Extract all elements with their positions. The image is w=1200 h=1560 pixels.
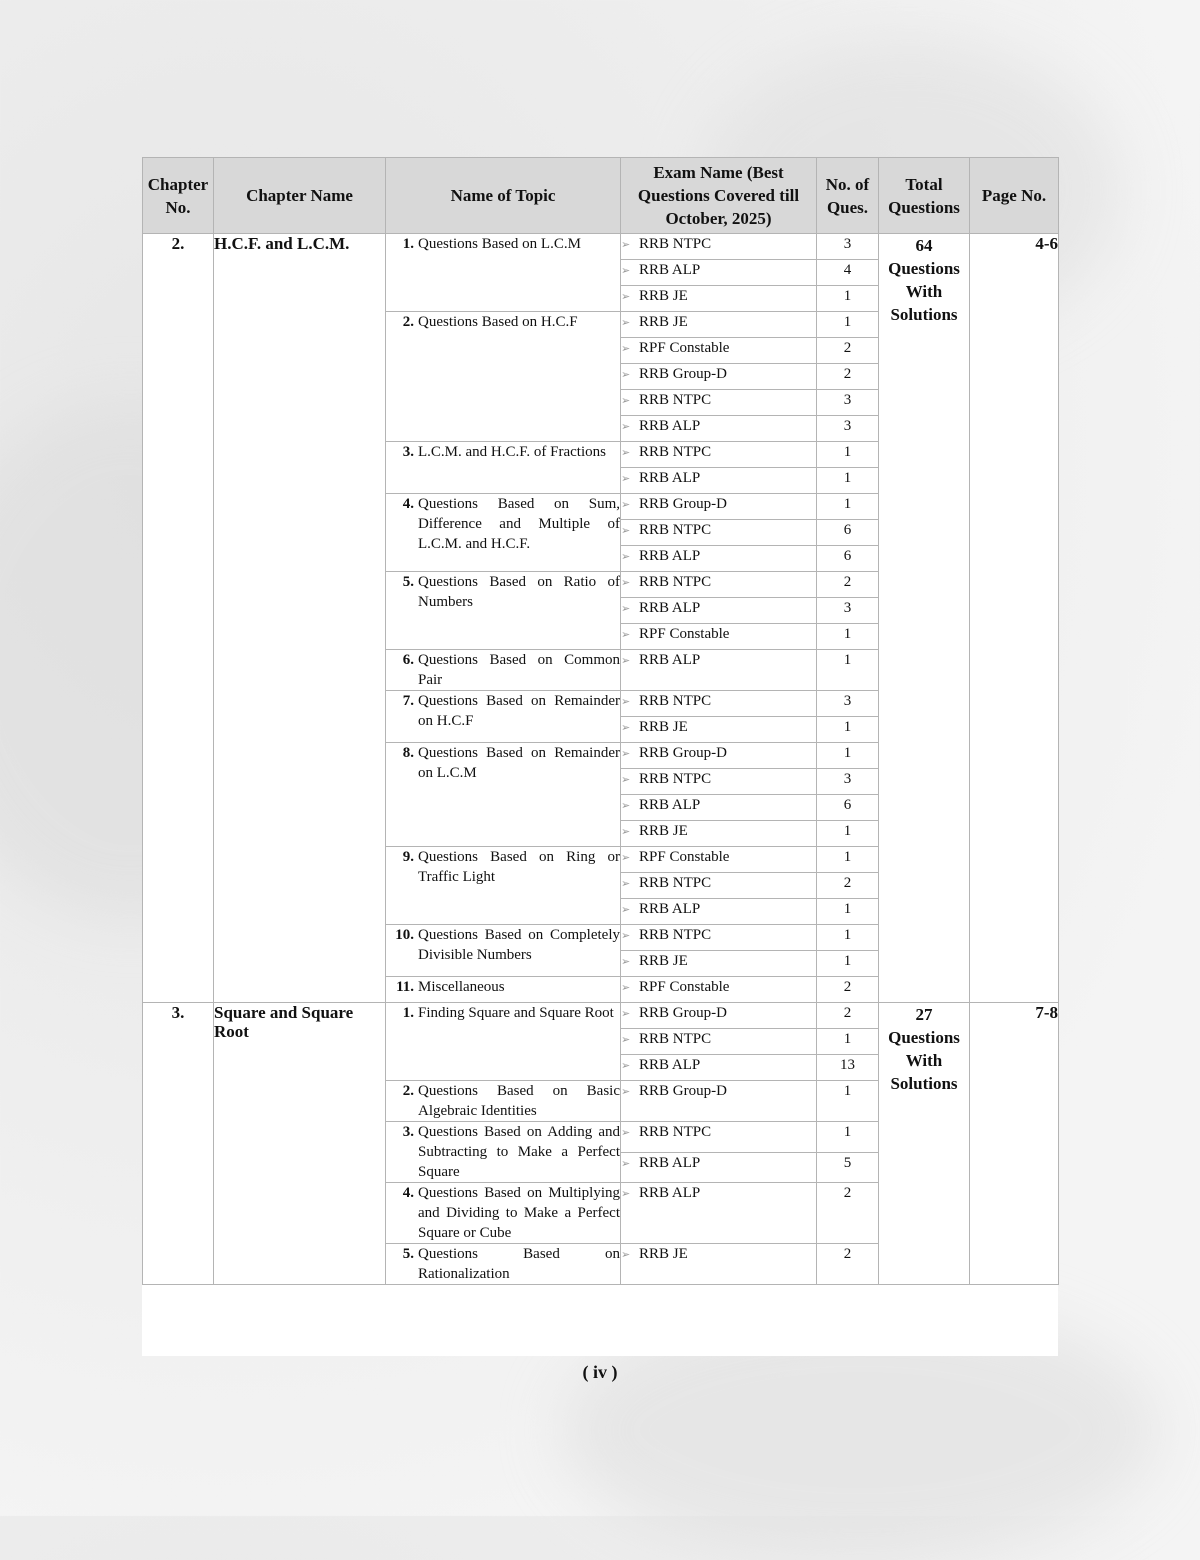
contents-table xyxy=(142,157,1059,1285)
exam-cell xyxy=(621,977,817,1003)
arrow-right-icon: ➢ xyxy=(621,342,631,355)
exam-name: RRB JE xyxy=(639,288,688,304)
question-count: 3 xyxy=(817,234,879,260)
page-range: 7-8 xyxy=(970,1003,1059,1285)
exam-name: RRB ALP xyxy=(639,1185,701,1201)
exam-name: RRB NTPC xyxy=(639,392,712,408)
exam-name: RRB NTPC xyxy=(639,1124,712,1140)
exam-cell xyxy=(621,520,817,546)
exam-name: RRB ALP xyxy=(639,652,701,668)
topic-title: Questions Based on Common Pair xyxy=(418,652,620,688)
chapter-name: Square and Square Root xyxy=(214,1003,386,1285)
topic-item xyxy=(386,847,620,887)
topic-cell xyxy=(386,650,621,691)
question-count: 1 xyxy=(817,286,879,312)
exam-cell xyxy=(621,390,817,416)
question-count: 1 xyxy=(817,951,879,977)
exam-name: RRB NTPC xyxy=(639,771,712,787)
exam-name: RPF Constable xyxy=(639,979,730,995)
exam-name: RRB ALP xyxy=(639,600,701,616)
exam-cell xyxy=(621,691,817,717)
arrow-right-icon: ➢ xyxy=(621,877,631,890)
question-count: 1 xyxy=(817,821,879,847)
question-count: 1 xyxy=(817,468,879,494)
topic-cell xyxy=(386,1003,621,1081)
exam-name: RRB ALP xyxy=(639,418,701,434)
page-range: 4-6 xyxy=(970,234,1059,1003)
exam-name: RRB ALP xyxy=(639,262,701,278)
topic-title: Questions Based on Sum, Difference and Multiple of L.C.M. and H.C.F. xyxy=(418,496,620,552)
topic-cell xyxy=(386,743,621,847)
table-header-row xyxy=(143,158,1059,234)
exam-cell xyxy=(621,1244,817,1285)
exam-cell xyxy=(621,1122,817,1153)
arrow-right-icon: ➢ xyxy=(621,1187,631,1200)
topic-title: Questions Based on Ratio of Numbers xyxy=(418,574,620,610)
exam-cell xyxy=(621,1003,817,1029)
exam-cell xyxy=(621,234,817,260)
header-total: Total Questions xyxy=(879,158,970,234)
header-chapter-no: Chapter No. xyxy=(143,158,214,234)
topic-item xyxy=(386,925,620,965)
topic-title: Questions Based on Multiplying and Dividing to Make a Perfect Square or Cube xyxy=(418,1185,620,1241)
question-count: 2 xyxy=(817,873,879,899)
exam-cell xyxy=(621,364,817,390)
total-questions: 27 Questions With Solutions xyxy=(879,1003,970,1285)
topic-cell xyxy=(386,1244,621,1285)
exam-cell xyxy=(621,286,817,312)
exam-name: RRB JE xyxy=(639,719,688,735)
header-count: No. of Ques. xyxy=(817,158,879,234)
exam-name: RRB NTPC xyxy=(639,444,712,460)
topic-item xyxy=(386,650,620,690)
exam-name: RRB Group-D xyxy=(639,745,727,761)
exam-name: RRB JE xyxy=(639,953,688,969)
chapter-name: H.C.F. and L.C.M. xyxy=(214,234,386,1003)
arrow-right-icon: ➢ xyxy=(621,1007,631,1020)
exam-name: RRB NTPC xyxy=(639,875,712,891)
arrow-right-icon: ➢ xyxy=(621,825,631,838)
total-questions: 64 Questions With Solutions xyxy=(879,234,970,1003)
chapter-number: 2. xyxy=(143,234,214,1003)
arrow-right-icon: ➢ xyxy=(621,654,631,667)
question-count: 6 xyxy=(817,795,879,821)
question-count: 1 xyxy=(817,624,879,650)
topic-item xyxy=(386,494,620,554)
topic-number: 5. xyxy=(402,574,414,590)
topic-cell xyxy=(386,925,621,977)
exam-cell xyxy=(621,1029,817,1055)
arrow-right-icon: ➢ xyxy=(621,1033,631,1046)
arrow-right-icon: ➢ xyxy=(621,316,631,329)
question-count: 3 xyxy=(817,390,879,416)
topic-cell xyxy=(386,691,621,743)
arrow-right-icon: ➢ xyxy=(621,1126,631,1139)
arrow-right-icon: ➢ xyxy=(621,851,631,864)
exam-name: RRB ALP xyxy=(639,470,701,486)
exam-name: RRB ALP xyxy=(639,1154,701,1171)
exam-name: RRB NTPC xyxy=(639,236,712,252)
topic-item xyxy=(386,442,620,462)
topic-cell xyxy=(386,1183,621,1244)
arrow-right-icon: ➢ xyxy=(621,264,631,277)
arrow-right-icon: ➢ xyxy=(621,524,631,537)
exam-name: RRB Group-D xyxy=(639,496,727,512)
topic-number: 3. xyxy=(402,1124,414,1140)
question-count: 2 xyxy=(817,364,879,390)
arrow-right-icon: ➢ xyxy=(621,498,631,511)
arrow-right-icon: ➢ xyxy=(621,368,631,381)
topic-number: 2. xyxy=(402,314,414,330)
exam-cell xyxy=(621,624,817,650)
topic-number: 2. xyxy=(402,1083,414,1099)
topic-title: Questions Based on Ring or Traffic Light xyxy=(418,849,620,885)
question-count: 1 xyxy=(817,494,879,520)
topic-item xyxy=(386,234,620,254)
topic-number: 3. xyxy=(402,444,414,460)
topic-number: 7. xyxy=(402,693,414,709)
page-number: ( iv ) xyxy=(582,1362,618,1382)
arrow-right-icon: ➢ xyxy=(621,955,631,968)
question-count: 1 xyxy=(817,312,879,338)
arrow-right-icon: ➢ xyxy=(621,773,631,786)
topic-title: Miscellaneous xyxy=(418,979,505,995)
exam-cell xyxy=(621,598,817,624)
topic-title: Finding Square and Square Root xyxy=(418,1005,614,1021)
topic-cell xyxy=(386,847,621,925)
topic-title: Questions Based on Adding and Subtracting to Make a Perfect Square xyxy=(418,1124,620,1180)
topic-cell xyxy=(386,234,621,312)
question-count: 2 xyxy=(817,338,879,364)
arrow-right-icon: ➢ xyxy=(621,472,631,485)
topic-item xyxy=(386,312,620,332)
exam-cell xyxy=(621,873,817,899)
question-count: 2 xyxy=(817,572,879,598)
topic-item xyxy=(386,1244,620,1284)
table-row xyxy=(143,1003,1059,1029)
question-count: 2 xyxy=(817,1244,879,1285)
question-count: 1 xyxy=(817,899,879,925)
exam-cell xyxy=(621,416,817,442)
arrow-right-icon: ➢ xyxy=(621,446,631,459)
arrow-right-icon: ➢ xyxy=(621,576,631,589)
question-count: 1 xyxy=(817,717,879,743)
question-count: 4 xyxy=(817,260,879,286)
topic-number: 4. xyxy=(402,1185,414,1201)
header-topic: Name of Topic xyxy=(386,158,621,234)
topic-title: Questions Based on Basic Algebraic Identities xyxy=(418,1083,620,1119)
exam-cell xyxy=(621,717,817,743)
question-count: 3 xyxy=(817,416,879,442)
topic-item xyxy=(386,977,620,997)
exam-name: RRB ALP xyxy=(639,901,701,917)
topic-title: Questions Based on Rationalization xyxy=(418,1246,620,1282)
arrow-right-icon: ➢ xyxy=(621,799,631,812)
arrow-right-icon: ➢ xyxy=(621,550,631,563)
topic-cell xyxy=(386,1081,621,1122)
exam-name: RRB JE xyxy=(639,823,688,839)
question-count: 2 xyxy=(817,1003,879,1029)
arrow-right-icon: ➢ xyxy=(621,1085,631,1098)
arrow-right-icon: ➢ xyxy=(621,628,631,641)
exam-cell xyxy=(621,925,817,951)
exam-cell xyxy=(621,769,817,795)
topic-cell xyxy=(386,442,621,494)
arrow-right-icon: ➢ xyxy=(621,721,631,734)
exam-cell xyxy=(621,1055,817,1081)
question-count: 1 xyxy=(817,650,879,691)
exam-name: RRB ALP xyxy=(639,1057,701,1073)
topic-cell xyxy=(386,572,621,650)
chapter-number: 3. xyxy=(143,1003,214,1285)
question-count: 1 xyxy=(817,442,879,468)
question-count: 1 xyxy=(817,1081,879,1122)
exam-name: RPF Constable xyxy=(639,626,730,642)
exam-cell xyxy=(621,899,817,925)
question-count: 13 xyxy=(817,1055,879,1081)
topic-title: Questions Based on Completely Divisible Numbers xyxy=(418,927,620,963)
exam-cell xyxy=(621,1081,817,1122)
arrow-right-icon: ➢ xyxy=(621,238,631,251)
exam-name: RRB Group-D xyxy=(639,366,727,382)
topic-number: 9. xyxy=(402,849,414,865)
exam-name: RRB JE xyxy=(639,1246,688,1262)
question-count: 3 xyxy=(817,691,879,717)
question-count: 1 xyxy=(817,1029,879,1055)
exam-name: RRB JE xyxy=(639,314,688,330)
exam-cell xyxy=(621,1152,817,1183)
exam-name: RRB NTPC xyxy=(639,927,712,943)
exam-cell xyxy=(621,951,817,977)
question-count: 3 xyxy=(817,598,879,624)
exam-name: RRB NTPC xyxy=(639,1031,712,1047)
header-chapter-name: Chapter Name xyxy=(214,158,386,234)
question-count: 3 xyxy=(817,769,879,795)
topic-item xyxy=(386,1003,620,1023)
exam-cell xyxy=(621,494,817,520)
question-count: 1 xyxy=(817,925,879,951)
topic-title: Questions Based on Remainder on L.C.M xyxy=(418,745,620,781)
exam-cell xyxy=(621,468,817,494)
topic-item xyxy=(386,1122,620,1182)
exam-name: RRB Group-D xyxy=(639,1083,727,1099)
header-exam: Exam Name (Best Questions Covered till October, 2025) xyxy=(621,158,817,234)
table-row xyxy=(143,234,1059,260)
question-count: 5 xyxy=(817,1152,879,1183)
arrow-right-icon: ➢ xyxy=(621,695,631,708)
question-count: 6 xyxy=(817,520,879,546)
table-body xyxy=(143,234,1059,1285)
exam-cell xyxy=(621,546,817,572)
arrow-right-icon: ➢ xyxy=(621,1248,631,1261)
arrow-right-icon: ➢ xyxy=(621,602,631,615)
exam-cell xyxy=(621,572,817,598)
arrow-right-icon: ➢ xyxy=(621,290,631,303)
exam-name: RRB ALP xyxy=(639,797,701,813)
arrow-right-icon: ➢ xyxy=(621,420,631,433)
topic-number: 10. xyxy=(395,927,414,943)
topic-title: Questions Based on H.C.F xyxy=(418,314,578,330)
topic-number: 1. xyxy=(402,236,414,252)
exam-cell xyxy=(621,743,817,769)
arrow-right-icon: ➢ xyxy=(621,1059,631,1072)
question-count: 6 xyxy=(817,546,879,572)
arrow-right-icon: ➢ xyxy=(621,929,631,942)
topic-number: 11. xyxy=(396,979,414,995)
topic-title: Questions Based on L.C.M xyxy=(418,236,581,252)
exam-cell xyxy=(621,338,817,364)
topic-title: L.C.M. and H.C.F. of Fractions xyxy=(418,444,606,460)
topic-item xyxy=(386,743,620,783)
exam-name: RRB NTPC xyxy=(639,693,712,709)
topic-number: 8. xyxy=(402,745,414,761)
topic-number: 5. xyxy=(402,1246,414,1262)
topic-cell xyxy=(386,1122,621,1183)
question-count: 1 xyxy=(817,847,879,873)
topic-cell xyxy=(386,977,621,1003)
exam-cell xyxy=(621,821,817,847)
question-count: 1 xyxy=(817,743,879,769)
exam-cell xyxy=(621,312,817,338)
exam-name: RRB NTPC xyxy=(639,522,712,538)
exam-cell xyxy=(621,1183,817,1244)
topic-item xyxy=(386,691,620,731)
topic-number: 1. xyxy=(402,1005,414,1021)
question-count: 2 xyxy=(817,1183,879,1244)
topic-item xyxy=(386,1183,620,1243)
topic-title: Questions Based on Remainder on H.C.F xyxy=(418,693,620,729)
exam-name: RPF Constable xyxy=(639,849,730,865)
topic-item xyxy=(386,1081,620,1121)
arrow-right-icon: ➢ xyxy=(621,903,631,916)
exam-cell xyxy=(621,650,817,691)
exam-cell xyxy=(621,847,817,873)
exam-cell xyxy=(621,795,817,821)
exam-name: RRB ALP xyxy=(639,548,701,564)
topic-cell xyxy=(386,312,621,442)
topic-number: 6. xyxy=(402,652,414,668)
arrow-right-icon: ➢ xyxy=(621,394,631,407)
exam-cell xyxy=(621,260,817,286)
question-count: 1 xyxy=(817,1122,879,1153)
topic-item xyxy=(386,572,620,612)
exam-name: RPF Constable xyxy=(639,340,730,356)
question-count: 2 xyxy=(817,977,879,1003)
arrow-right-icon: ➢ xyxy=(621,1156,631,1170)
topic-number: 4. xyxy=(402,496,414,512)
exam-name: RRB NTPC xyxy=(639,574,712,590)
arrow-right-icon: ➢ xyxy=(621,981,631,994)
header-page: Page No. xyxy=(970,158,1059,234)
exam-cell xyxy=(621,442,817,468)
exam-name: RRB Group-D xyxy=(639,1005,727,1021)
topic-cell xyxy=(386,494,621,572)
arrow-right-icon: ➢ xyxy=(621,747,631,760)
